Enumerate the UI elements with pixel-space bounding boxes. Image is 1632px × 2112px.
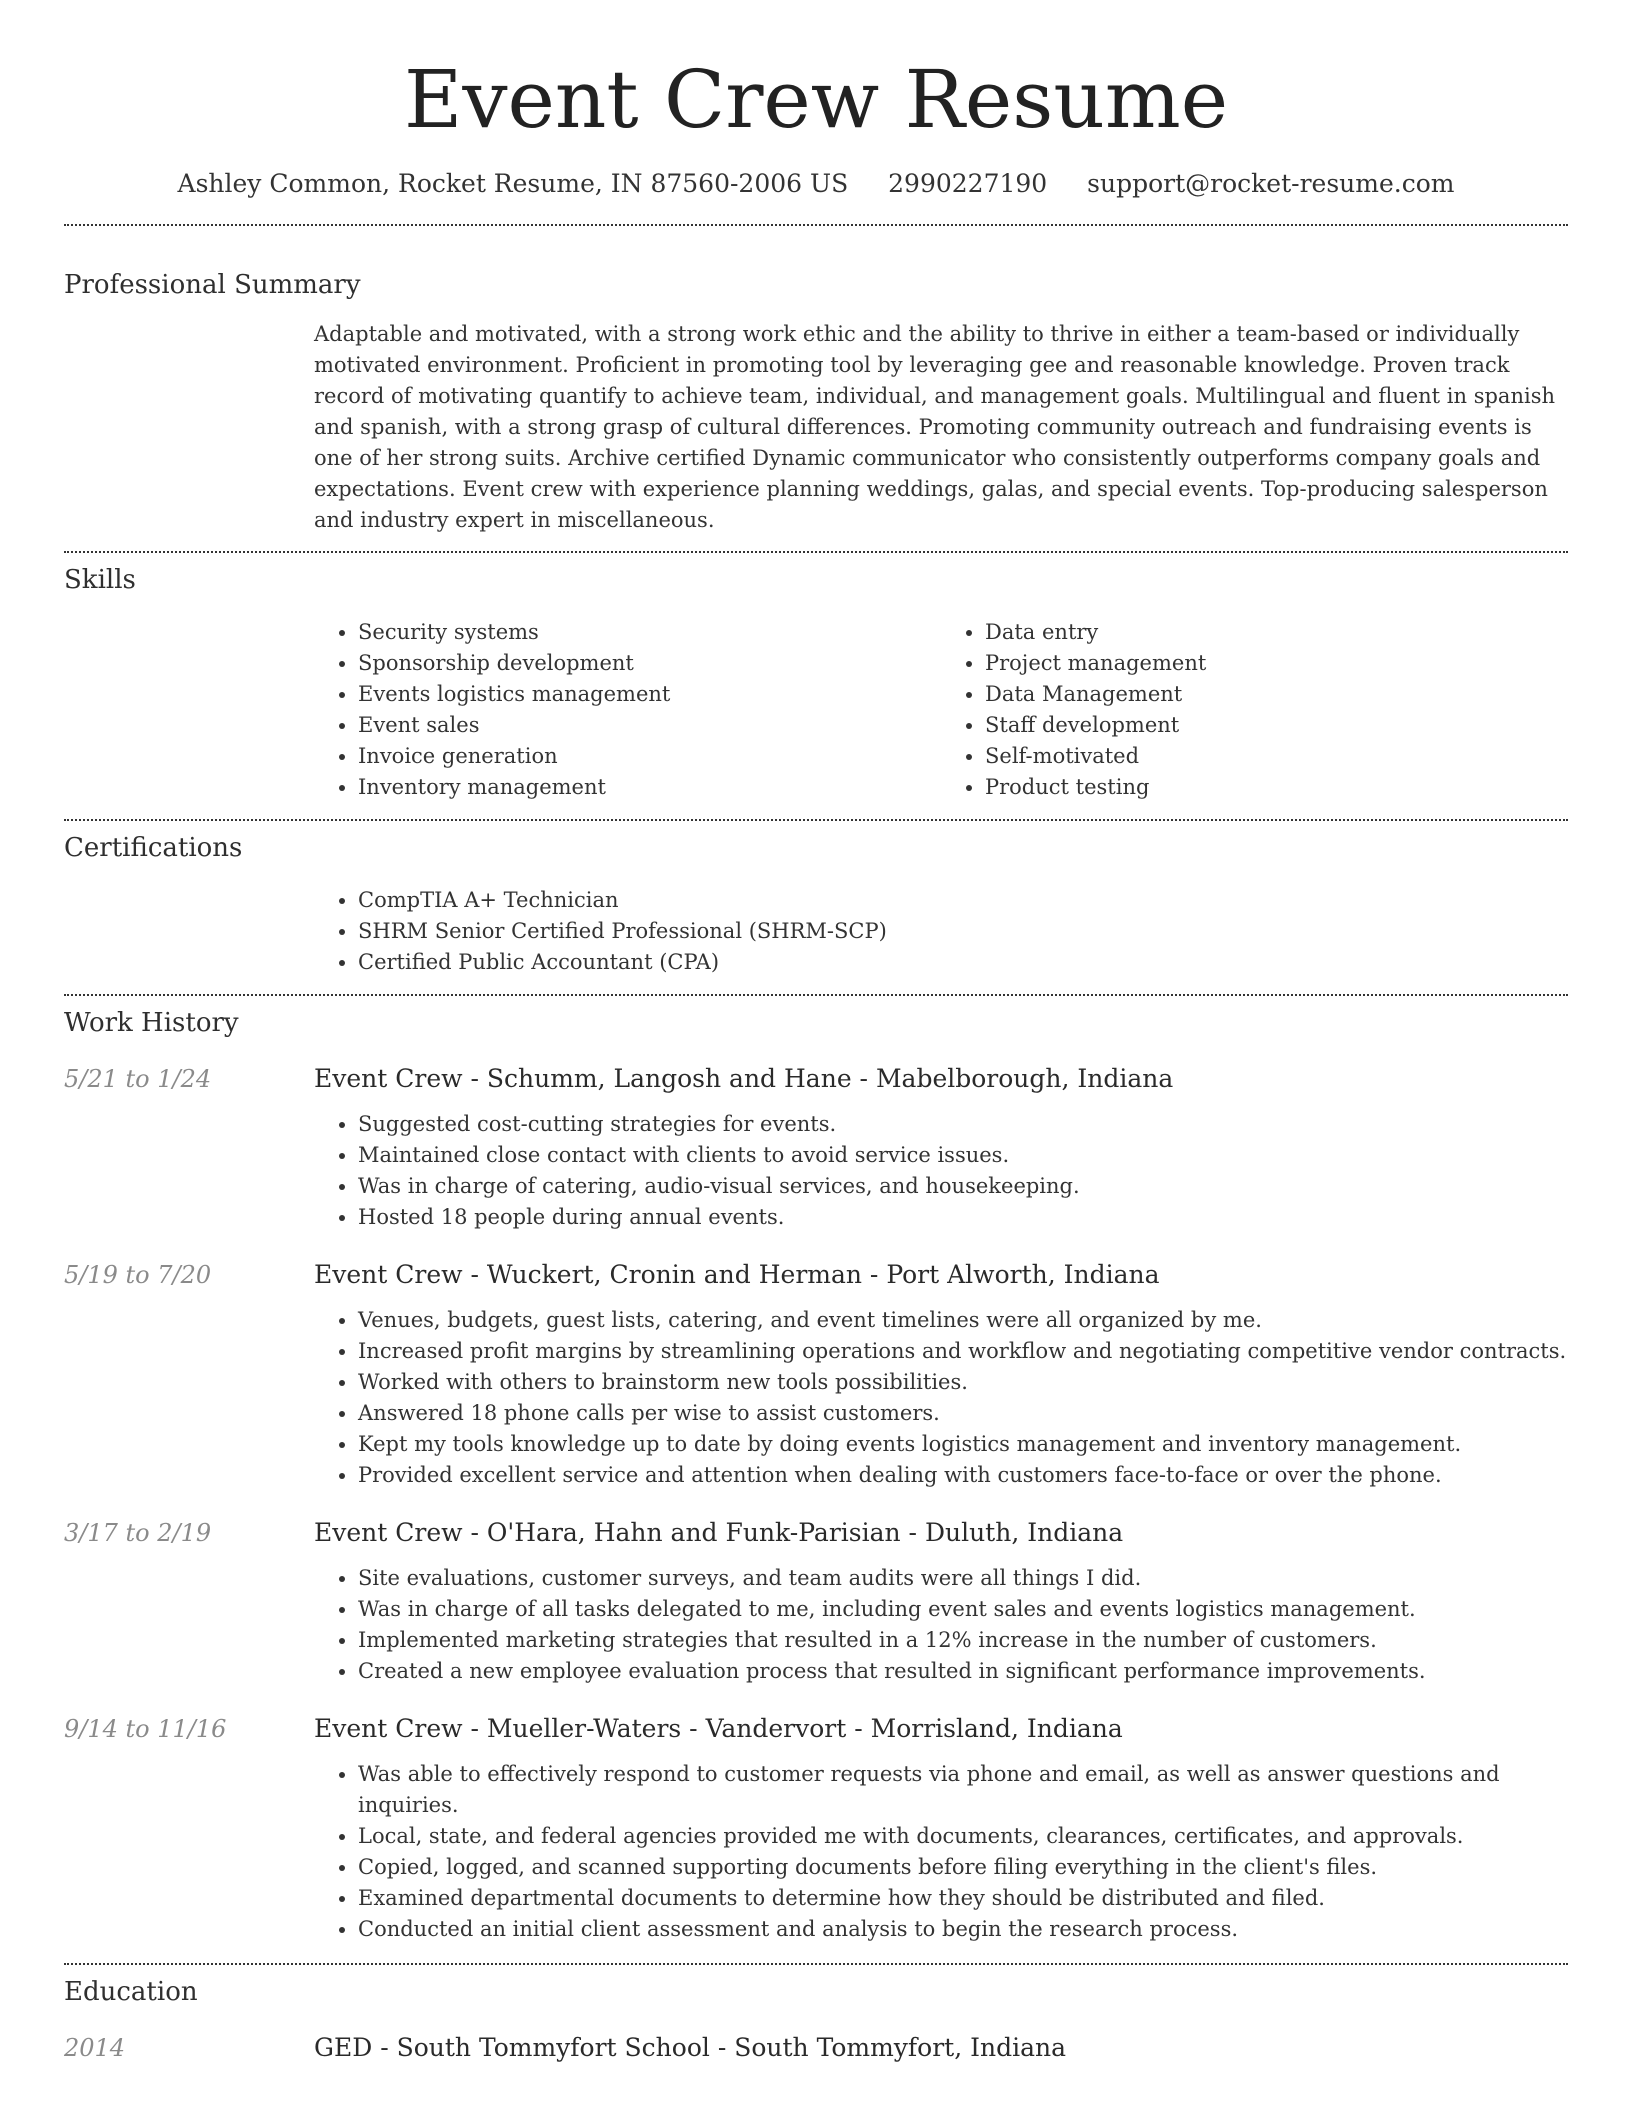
job-dates: 5/21 to 1/24 bbox=[64, 1065, 212, 1093]
education-title: GED - South Tommyfort School - South Tommyfort, Indiana bbox=[314, 2033, 1066, 2062]
job-bullet: • Answered 18 phone calls per wise to assist customers. bbox=[358, 1398, 1568, 1429]
job-entry bbox=[64, 1063, 1568, 1233]
job-bullet: • Conducted an initial client assessment and analysis to begin the research process. bbox=[358, 1914, 1568, 1945]
divider bbox=[64, 551, 1568, 553]
job-title: Event Crew - Wuckert, Cronin and Herman - Port Alworth, Indiana bbox=[314, 1260, 1160, 1289]
job-bullet: • Maintained close contact with clients to avoid service issues. bbox=[358, 1140, 1568, 1171]
job-bullets bbox=[314, 1305, 1568, 1491]
contact-phone: 2990227190 bbox=[888, 169, 1048, 198]
job-bullet: • Venues, budgets, guest lists, catering, and event timelines were all organized by me. bbox=[358, 1305, 1568, 1336]
job-bullet: • Provided excellent service and attention when dealing with customers face-to-face or over the phone. bbox=[358, 1460, 1568, 1491]
job-bullet: • Was in charge of catering, audio-visual services, and housekeeping. bbox=[358, 1171, 1568, 1202]
job-bullet: • Local, state, and federal agencies provided me with documents, clearances, certificates, and approvals. bbox=[358, 1821, 1568, 1852]
skill-item: • Data entry bbox=[985, 617, 1568, 648]
skill-item: • Project management bbox=[985, 648, 1568, 679]
contact-address: Ashley Common, Rocket Resume, IN 87560-2006 US bbox=[177, 169, 849, 198]
job-entry bbox=[64, 1713, 1568, 1945]
job-bullet: • Copied, logged, and scanned supporting documents before filing everything in the client's files. bbox=[358, 1852, 1568, 1883]
job-bullet: • Was able to effectively respond to customer requests via phone and email, as well as answer questions and inquiries. bbox=[358, 1759, 1568, 1821]
skill-item: • Product testing bbox=[985, 772, 1568, 803]
job-bullet: • Implemented marketing strategies that resulted in a 12% increase in the number of customers. bbox=[358, 1625, 1568, 1656]
job-dates: 3/17 to 2/19 bbox=[64, 1519, 212, 1547]
contact-email: support@rocket-resume.com bbox=[1087, 169, 1455, 198]
job-bullet: • Suggested cost-cutting strategies for events. bbox=[358, 1109, 1568, 1140]
job-entry bbox=[64, 1259, 1568, 1491]
skills-list bbox=[314, 617, 1568, 803]
certifications-heading: Certifications bbox=[64, 833, 243, 863]
job-title: Event Crew - O'Hara, Hahn and Funk-Parisian - Duluth, Indiana bbox=[314, 1518, 1124, 1547]
job-dates: 5/19 to 7/20 bbox=[64, 1261, 212, 1289]
education-dates: 2014 bbox=[64, 2034, 126, 2062]
skill-item: • Staff development bbox=[985, 710, 1568, 741]
skill-item: • Events logistics management bbox=[358, 679, 941, 710]
job-bullets bbox=[314, 1109, 1568, 1233]
job-bullet: • Kept my tools knowledge up to date by doing events logistics management and inventory management. bbox=[358, 1429, 1568, 1460]
job-bullet: • Worked with others to brainstorm new tools possibilities. bbox=[358, 1367, 1568, 1398]
skill-item: • Sponsorship development bbox=[358, 648, 941, 679]
certifications-list bbox=[314, 885, 1568, 978]
summary-text: Adaptable and motivated, with a strong work ethic and the ability to thrive in either a team-based or individually motivated environment. Proficient in promoting tool by leveraging gee and reasonable knowledge. Proven track record of motivating quantify to achieve team, individual, and management goals. Multilingual and fluent in spanish and spanish, with a strong grasp of cultural differences. Promoting community outreach and fundraising events is one of her strong suits. Archive certified Dynamic communicator who consistently outperforms company goals and expectations. Event crew with experience planning weddings, galas, and special events. Top-producing salesperson and industry expert in miscellaneous. bbox=[314, 322, 1555, 532]
job-title: Event Crew - Schumm, Langosh and Hane - Mabelborough, Indiana bbox=[314, 1064, 1174, 1093]
certification-item: • Certified Public Accountant (CPA) bbox=[358, 947, 1568, 978]
certification-item: • SHRM Senior Certified Professional (SHRM-SCP) bbox=[358, 916, 1568, 947]
skills-heading: Skills bbox=[64, 565, 136, 595]
job-bullet: • Hosted 18 people during annual events. bbox=[358, 1202, 1568, 1233]
work-history-heading: Work History bbox=[64, 1008, 239, 1038]
divider bbox=[64, 819, 1568, 821]
job-bullet: • Created a new employee evaluation process that resulted in significant performance improvements. bbox=[358, 1656, 1568, 1687]
job-dates: 9/14 to 11/16 bbox=[64, 1715, 227, 1743]
contact-line bbox=[64, 166, 1568, 202]
job-title: Event Crew - Mueller-Waters - Vandervort - Morrisland, Indiana bbox=[314, 1714, 1123, 1743]
education-heading: Education bbox=[64, 1977, 198, 2007]
job-bullet: • Site evaluations, customer surveys, and team audits were all things I did. bbox=[358, 1563, 1568, 1594]
skills-column-left bbox=[314, 617, 941, 803]
resume-content bbox=[64, 0, 1568, 2064]
job-bullet: • Was in charge of all tasks delegated to me, including event sales and events logistics management. bbox=[358, 1594, 1568, 1625]
job-entry bbox=[64, 1517, 1568, 1687]
certification-item: • CompTIA A+ Technician bbox=[358, 885, 1568, 916]
skill-item: • Security systems bbox=[358, 617, 941, 648]
job-bullet: • Increased profit margins by streamlining operations and workflow and negotiating competitive vendor contracts. bbox=[358, 1336, 1568, 1367]
education-entry bbox=[64, 2032, 1568, 2064]
summary-heading: Professional Summary bbox=[64, 270, 361, 300]
divider bbox=[64, 994, 1568, 996]
skills-column-right bbox=[941, 617, 1568, 803]
divider bbox=[64, 224, 1568, 226]
job-bullet: • Examined departmental documents to determine how they should be distributed and filed. bbox=[358, 1883, 1568, 1914]
job-bullets bbox=[314, 1563, 1568, 1687]
skill-item: • Inventory management bbox=[358, 772, 941, 803]
skill-item: • Event sales bbox=[358, 710, 941, 741]
skill-item: • Data Management bbox=[985, 679, 1568, 710]
resume-title: Event Crew Resume bbox=[403, 53, 1229, 146]
skill-item: • Self-motivated bbox=[985, 741, 1568, 772]
skill-item: • Invoice generation bbox=[358, 741, 941, 772]
job-bullets bbox=[314, 1759, 1568, 1945]
divider bbox=[64, 1963, 1568, 1965]
